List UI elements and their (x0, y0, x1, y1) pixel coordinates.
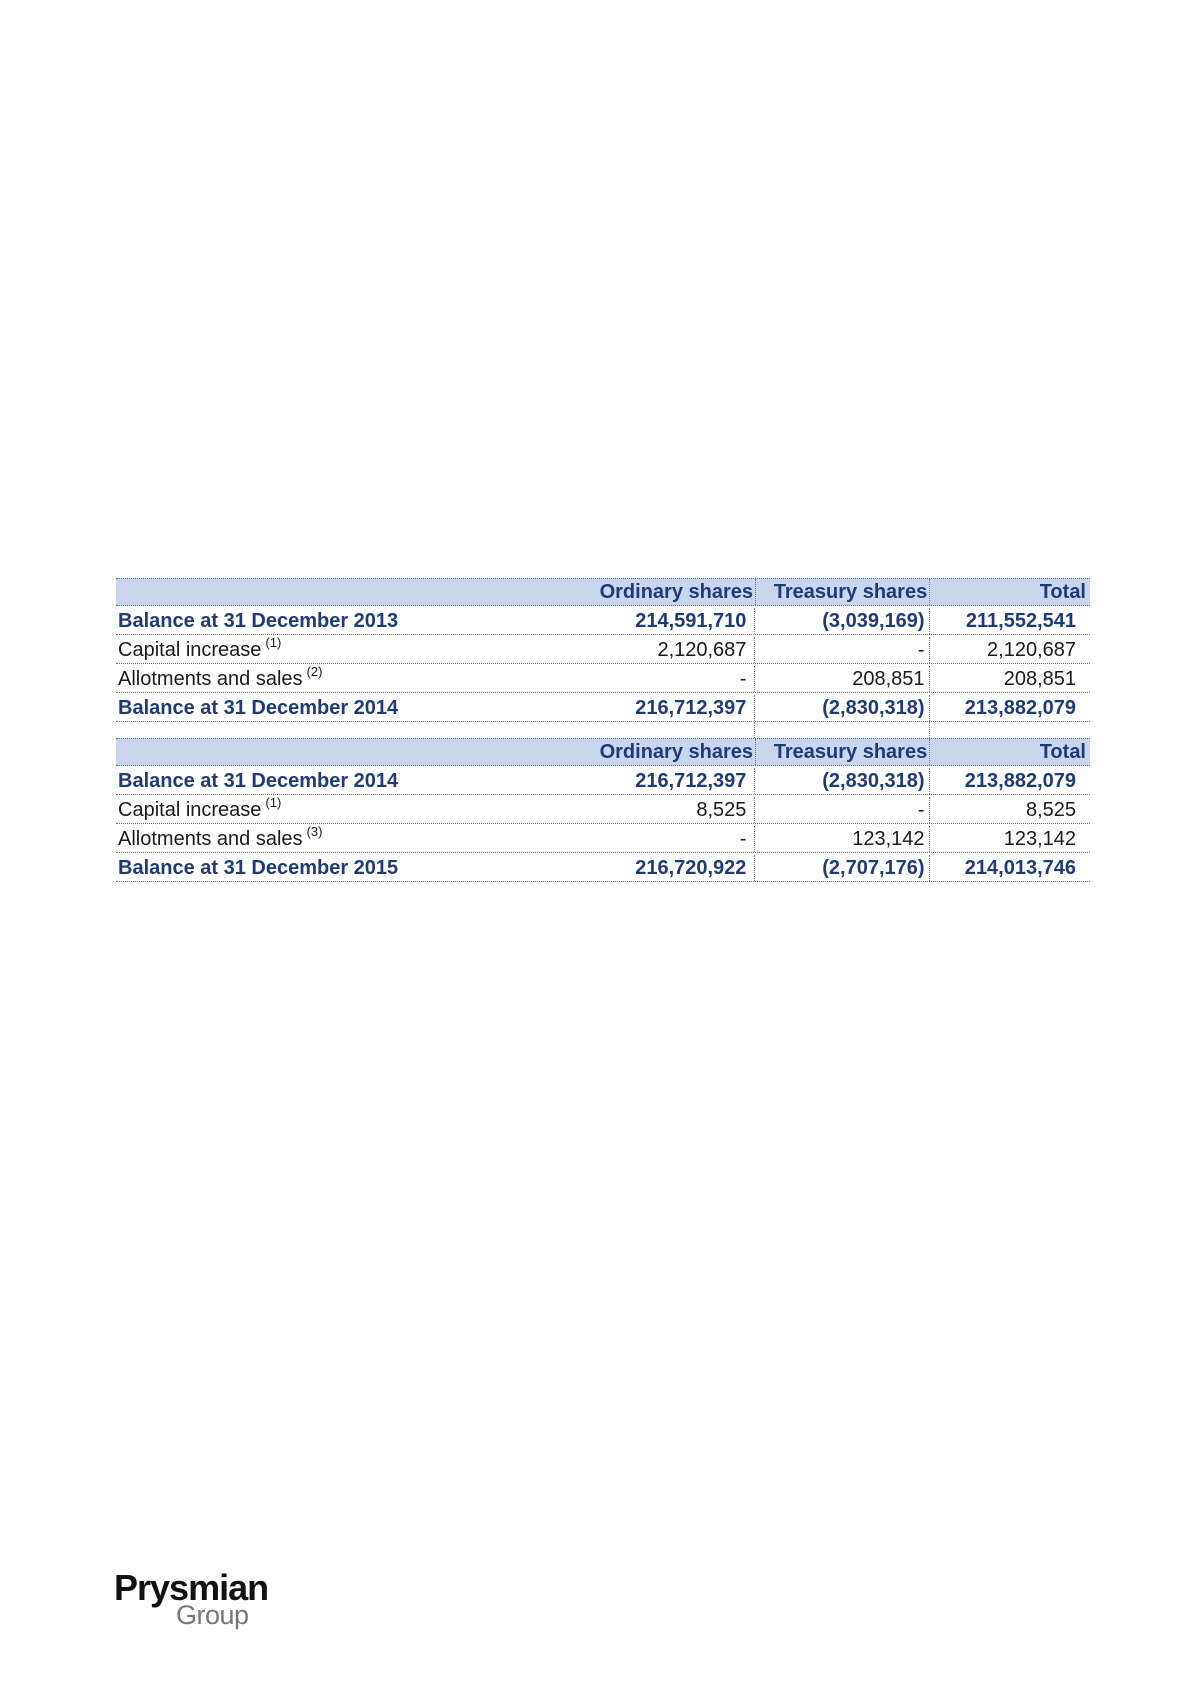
table-row (116, 693, 1090, 722)
logo-wordmark: Prysmian (114, 1567, 269, 1608)
row-label: Balance at 31 December 2015 (118, 857, 399, 879)
ordinary-value: - (545, 826, 756, 852)
total-value: 123,142 (1003, 828, 1077, 850)
treasury-value: (3,039,169) (755, 608, 929, 634)
share-movements-table-2014 (116, 578, 1090, 750)
total-value: 213,882,079 (964, 770, 1077, 792)
row-label: Allotments and sales $^{(2)}$ (118, 664, 323, 690)
header-ordinary-shares: Ordinary shares (546, 579, 756, 605)
ordinary-value: 216,712,397 (545, 768, 756, 794)
total-value: 214,013,746 (964, 857, 1077, 879)
header-ordinary-shares: Ordinary shares (546, 739, 756, 765)
header-total: Total (1039, 741, 1086, 763)
treasury-value: - (755, 637, 929, 663)
share-movements-table-2015 (116, 738, 1090, 882)
treasury-value: - (755, 797, 929, 823)
footnote-marker: (3) (306, 824, 323, 839)
table-row (116, 606, 1090, 635)
total-value: 213,882,079 (964, 697, 1077, 719)
table-header-row (116, 578, 1090, 606)
total-value: 8,525 (1025, 799, 1077, 821)
header-total: Total (1039, 581, 1086, 603)
ordinary-value: 2,120,687 (545, 637, 756, 663)
table-row (116, 635, 1090, 664)
treasury-value: (2,830,318) (755, 695, 929, 721)
footnote-marker: (2) (306, 664, 323, 679)
footnote-marker: (1) (265, 795, 282, 810)
ordinary-value: 8,525 (545, 797, 756, 823)
row-label: Balance at 31 December 2014 (118, 697, 399, 719)
ordinary-value: 214,591,710 (545, 608, 756, 634)
row-label: Balance at 31 December 2013 (118, 610, 399, 632)
ordinary-value: 216,712,397 (545, 695, 756, 721)
total-value: 208,851 (1003, 668, 1077, 690)
table-row (116, 795, 1090, 824)
treasury-value: (2,830,318) (755, 768, 929, 794)
table-row (116, 664, 1090, 693)
logo-subtitle: Group (176, 1600, 249, 1630)
total-value: 211,552,541 (965, 610, 1077, 632)
prysmian-group-logo (114, 1568, 274, 1638)
row-label: Capital increase $^{(1)}$ (118, 635, 282, 661)
treasury-value: 123,142 (755, 826, 929, 852)
ordinary-value: - (545, 666, 756, 692)
row-label: Allotments and sales $^{(3)}$ (118, 824, 323, 850)
table-row (116, 766, 1090, 795)
footnote-marker: (1) (265, 635, 282, 650)
total-value: 2,120,687 (987, 639, 1077, 661)
row-label: Balance at 31 December 2014 (118, 770, 399, 792)
header-treasury-shares: Treasury shares (756, 739, 930, 765)
table-row (116, 824, 1090, 853)
treasury-value: (2,707,176) (755, 855, 929, 881)
header-treasury-shares: Treasury shares (756, 579, 930, 605)
table-header-row (116, 738, 1090, 766)
treasury-value: 208,851 (755, 666, 929, 692)
row-label: Capital increase $^{(1)}$ (118, 795, 282, 821)
ordinary-value: 216,720,922 (545, 855, 756, 881)
table-row (116, 853, 1090, 882)
